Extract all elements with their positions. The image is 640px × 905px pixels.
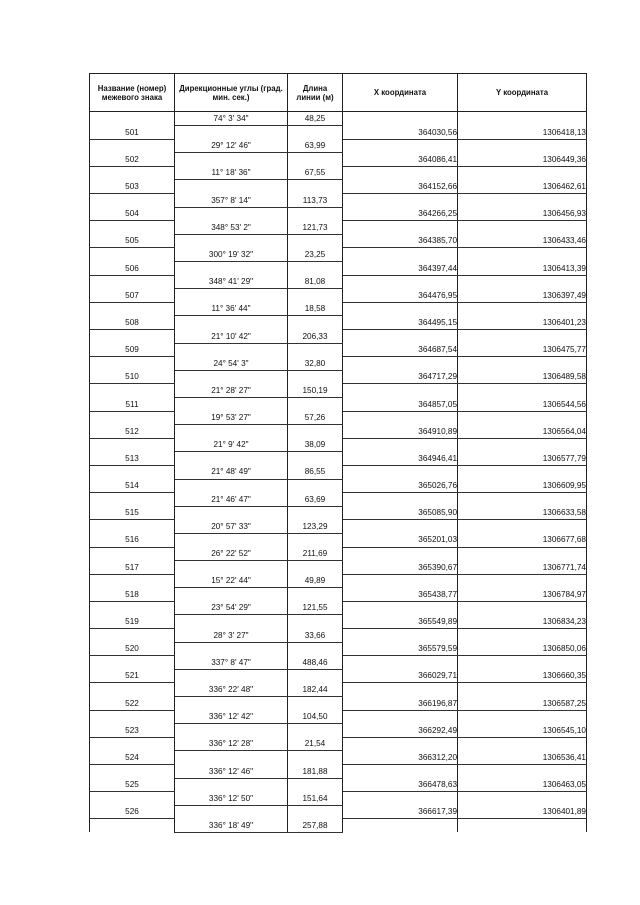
point-name: 512 <box>90 425 175 439</box>
x-coordinate: 364687,54 <box>343 343 458 357</box>
direction-angle: 336° 18' 49" <box>175 819 288 833</box>
y-coordinate: 1306677,68 <box>458 533 587 547</box>
point-name: 517 <box>90 561 175 575</box>
y-coordinate: 1306401,89 <box>458 805 587 819</box>
line-length: 48,25 <box>288 112 343 126</box>
segment-row <box>90 547 587 561</box>
line-length: 18,58 <box>288 302 343 316</box>
y-coordinate: 1306660,35 <box>458 669 587 683</box>
point-row <box>90 778 587 792</box>
x-coordinate: 365085,90 <box>343 506 458 520</box>
line-length: 151,64 <box>288 792 343 806</box>
y-coordinate: 1306850,06 <box>458 642 587 656</box>
line-length: 38,09 <box>288 438 343 452</box>
line-length: 488,46 <box>288 656 343 670</box>
line-length: 63,99 <box>288 139 343 153</box>
segment-row <box>90 194 587 208</box>
segment-row <box>90 275 587 289</box>
direction-angle: 19° 53' 27" <box>175 411 288 425</box>
segment-row <box>90 629 587 643</box>
direction-angle: 29° 12' 46" <box>175 139 288 153</box>
direction-angle: 21° 9' 42" <box>175 438 288 452</box>
point-name: 520 <box>90 642 175 656</box>
segment-row <box>90 438 587 452</box>
header-line-length: Длина линии (м) <box>288 74 343 112</box>
x-coordinate: 365026,76 <box>343 479 458 493</box>
direction-angle: 11° 36' 44" <box>175 302 288 316</box>
x-coordinate: 365579,59 <box>343 642 458 656</box>
line-length: 121,55 <box>288 601 343 615</box>
point-row <box>90 153 587 167</box>
point-name: 524 <box>90 751 175 765</box>
point-name: 507 <box>90 289 175 303</box>
point-row <box>90 207 587 221</box>
x-coordinate: 364717,29 <box>343 370 458 384</box>
direction-angle: 348° 41' 29" <box>175 275 288 289</box>
direction-angle: 26° 22' 52" <box>175 547 288 561</box>
boundary-coordinates-table <box>89 73 587 833</box>
segment-row <box>90 166 587 180</box>
y-coordinate: 1306433,46 <box>458 234 587 248</box>
point-name: 518 <box>90 588 175 602</box>
header-y-coordinate: Y координата <box>458 74 587 112</box>
point-row <box>90 697 587 711</box>
point-row <box>90 180 587 194</box>
segment-row <box>90 601 587 615</box>
x-coordinate: 364857,05 <box>343 397 458 411</box>
point-name: 508 <box>90 316 175 330</box>
point-row <box>90 751 587 765</box>
header-point-name: Название (номер) межевого знака <box>90 74 175 112</box>
y-coordinate: 1306834,23 <box>458 615 587 629</box>
y-coordinate: 1306771,74 <box>458 561 587 575</box>
y-coordinate: 1306633,58 <box>458 506 587 520</box>
point-name: 505 <box>90 234 175 248</box>
x-coordinate: 364397,44 <box>343 262 458 276</box>
segment-row <box>90 384 587 398</box>
y-coordinate: 1306397,49 <box>458 289 587 303</box>
table-header-row <box>90 74 587 112</box>
point-name: 526 <box>90 805 175 819</box>
x-coordinate: 364086,41 <box>343 153 458 167</box>
point-row <box>90 370 587 384</box>
x-coordinate: 366196,87 <box>343 697 458 711</box>
x-coordinate: 366478,63 <box>343 778 458 792</box>
line-length: 121,73 <box>288 221 343 235</box>
x-coordinate: 366617,39 <box>343 805 458 819</box>
x-coordinate: 364385,70 <box>343 234 458 248</box>
y-coordinate: 1306462,61 <box>458 180 587 194</box>
line-length: 211,69 <box>288 547 343 561</box>
y-coordinate: 1306449,36 <box>458 153 587 167</box>
line-length: 113,73 <box>288 194 343 208</box>
x-coordinate: 364495,15 <box>343 316 458 330</box>
point-name: 525 <box>90 778 175 792</box>
line-length: 150,19 <box>288 384 343 398</box>
y-coordinate: 1306401,23 <box>458 316 587 330</box>
segment-row <box>90 357 587 371</box>
point-row <box>90 724 587 738</box>
line-length: 104,50 <box>288 710 343 724</box>
x-coordinate: 366029,71 <box>343 669 458 683</box>
point-row <box>90 642 587 656</box>
point-name: 513 <box>90 452 175 466</box>
segment-row <box>90 248 587 262</box>
line-length: 182,44 <box>288 683 343 697</box>
y-coordinate: 1306536,41 <box>458 751 587 765</box>
direction-angle: 336° 22' 48" <box>175 683 288 697</box>
segment-row <box>90 221 587 235</box>
segment-row <box>90 656 587 670</box>
point-row <box>90 452 587 466</box>
x-coordinate: 366312,20 <box>343 751 458 765</box>
y-coordinate: 1306587,25 <box>458 697 587 711</box>
point-row <box>90 397 587 411</box>
direction-angle: 21° 28' 27" <box>175 384 288 398</box>
y-coordinate: 1306544,56 <box>458 397 587 411</box>
segment-row <box>90 765 587 779</box>
direction-angle: 21° 10' 42" <box>175 330 288 344</box>
point-name: 522 <box>90 697 175 711</box>
direction-angle: 24° 54' 3" <box>175 357 288 371</box>
table-body <box>90 112 587 833</box>
direction-angle: 336° 12' 50" <box>175 792 288 806</box>
segment-row <box>90 792 587 806</box>
y-coordinate: 1306456,93 <box>458 207 587 221</box>
x-coordinate: 365549,89 <box>343 615 458 629</box>
point-name: 510 <box>90 370 175 384</box>
header-direction-angle: Дирекционные углы (град. мин. сек.) <box>175 74 288 112</box>
y-coordinate: 1306413,39 <box>458 262 587 276</box>
point-row <box>90 669 587 683</box>
line-length: 181,88 <box>288 765 343 779</box>
y-coordinate: 1306609,95 <box>458 479 587 493</box>
point-name: 511 <box>90 397 175 411</box>
direction-angle: 348° 53' 2" <box>175 221 288 235</box>
point-name: 521 <box>90 669 175 683</box>
line-length: 123,29 <box>288 520 343 534</box>
segment-row <box>90 139 587 153</box>
direction-angle: 300° 19' 32" <box>175 248 288 262</box>
y-coordinate: 1306463,05 <box>458 778 587 792</box>
segment-row <box>90 493 587 507</box>
point-name: 506 <box>90 262 175 276</box>
y-coordinate: 1306418,13 <box>458 126 587 140</box>
line-length: 23,25 <box>288 248 343 262</box>
point-name: 519 <box>90 615 175 629</box>
point-row <box>90 234 587 248</box>
point-name: 501 <box>90 126 175 140</box>
point-name: 516 <box>90 533 175 547</box>
header-x-coordinate: X координата <box>343 74 458 112</box>
line-length: 257,88 <box>288 819 343 833</box>
point-name: 504 <box>90 207 175 221</box>
segment-row <box>90 112 587 126</box>
segment-row <box>90 574 587 588</box>
x-coordinate: 364476,95 <box>343 289 458 303</box>
direction-angle: 336° 12' 42" <box>175 710 288 724</box>
segment-row <box>90 819 587 833</box>
point-name: 514 <box>90 479 175 493</box>
y-coordinate: 1306545,10 <box>458 724 587 738</box>
line-length: 21,54 <box>288 737 343 751</box>
y-coordinate: 1306489,58 <box>458 370 587 384</box>
y-coordinate: 1306577,79 <box>458 452 587 466</box>
x-coordinate: 364152,66 <box>343 180 458 194</box>
x-coordinate: 364266,25 <box>343 207 458 221</box>
y-coordinate: 1306564,04 <box>458 425 587 439</box>
x-coordinate: 365201,03 <box>343 533 458 547</box>
direction-angle: 357° 8' 14" <box>175 194 288 208</box>
direction-angle: 336° 12' 46" <box>175 765 288 779</box>
point-name: 503 <box>90 180 175 194</box>
point-row <box>90 262 587 276</box>
point-name: 515 <box>90 506 175 520</box>
line-length: 81,08 <box>288 275 343 289</box>
point-row <box>90 316 587 330</box>
direction-angle: 337° 8' 47" <box>175 656 288 670</box>
direction-angle: 28° 3' 27" <box>175 629 288 643</box>
segment-row <box>90 411 587 425</box>
segment-row <box>90 737 587 751</box>
line-length: 67,55 <box>288 166 343 180</box>
direction-angle: 23° 54' 29" <box>175 601 288 615</box>
point-name: 502 <box>90 153 175 167</box>
x-coordinate: 364946,41 <box>343 452 458 466</box>
segment-row <box>90 465 587 479</box>
point-name: 523 <box>90 724 175 738</box>
segment-row <box>90 710 587 724</box>
direction-angle: 74° 3' 34" <box>175 112 288 126</box>
x-coordinate: 365390,67 <box>343 561 458 575</box>
direction-angle: 336° 12' 28" <box>175 737 288 751</box>
y-coordinate: 1306784,97 <box>458 588 587 602</box>
segment-row <box>90 302 587 316</box>
point-row <box>90 289 587 303</box>
line-length: 33,66 <box>288 629 343 643</box>
line-length: 63,69 <box>288 493 343 507</box>
x-coordinate: 364030,56 <box>343 126 458 140</box>
point-row <box>90 126 587 140</box>
point-row <box>90 479 587 493</box>
segment-row <box>90 330 587 344</box>
line-length: 57,26 <box>288 411 343 425</box>
direction-angle: 21° 48' 49" <box>175 465 288 479</box>
direction-angle: 15° 22' 44" <box>175 574 288 588</box>
point-name: 509 <box>90 343 175 357</box>
point-row <box>90 533 587 547</box>
x-coordinate: 364910,89 <box>343 425 458 439</box>
point-row <box>90 561 587 575</box>
line-length: 49,89 <box>288 574 343 588</box>
point-row <box>90 343 587 357</box>
y-coordinate: 1306475,77 <box>458 343 587 357</box>
line-length: 86,55 <box>288 465 343 479</box>
point-row <box>90 615 587 629</box>
point-row <box>90 805 587 819</box>
line-length: 32,80 <box>288 357 343 371</box>
point-row <box>90 588 587 602</box>
segment-row <box>90 683 587 697</box>
x-coordinate: 366292,49 <box>343 724 458 738</box>
direction-angle: 21° 46' 47" <box>175 493 288 507</box>
direction-angle: 20° 57' 33" <box>175 520 288 534</box>
x-coordinate: 365438,77 <box>343 588 458 602</box>
direction-angle: 11° 18' 36" <box>175 166 288 180</box>
point-row <box>90 425 587 439</box>
segment-row <box>90 520 587 534</box>
point-row <box>90 506 587 520</box>
line-length: 206,33 <box>288 330 343 344</box>
